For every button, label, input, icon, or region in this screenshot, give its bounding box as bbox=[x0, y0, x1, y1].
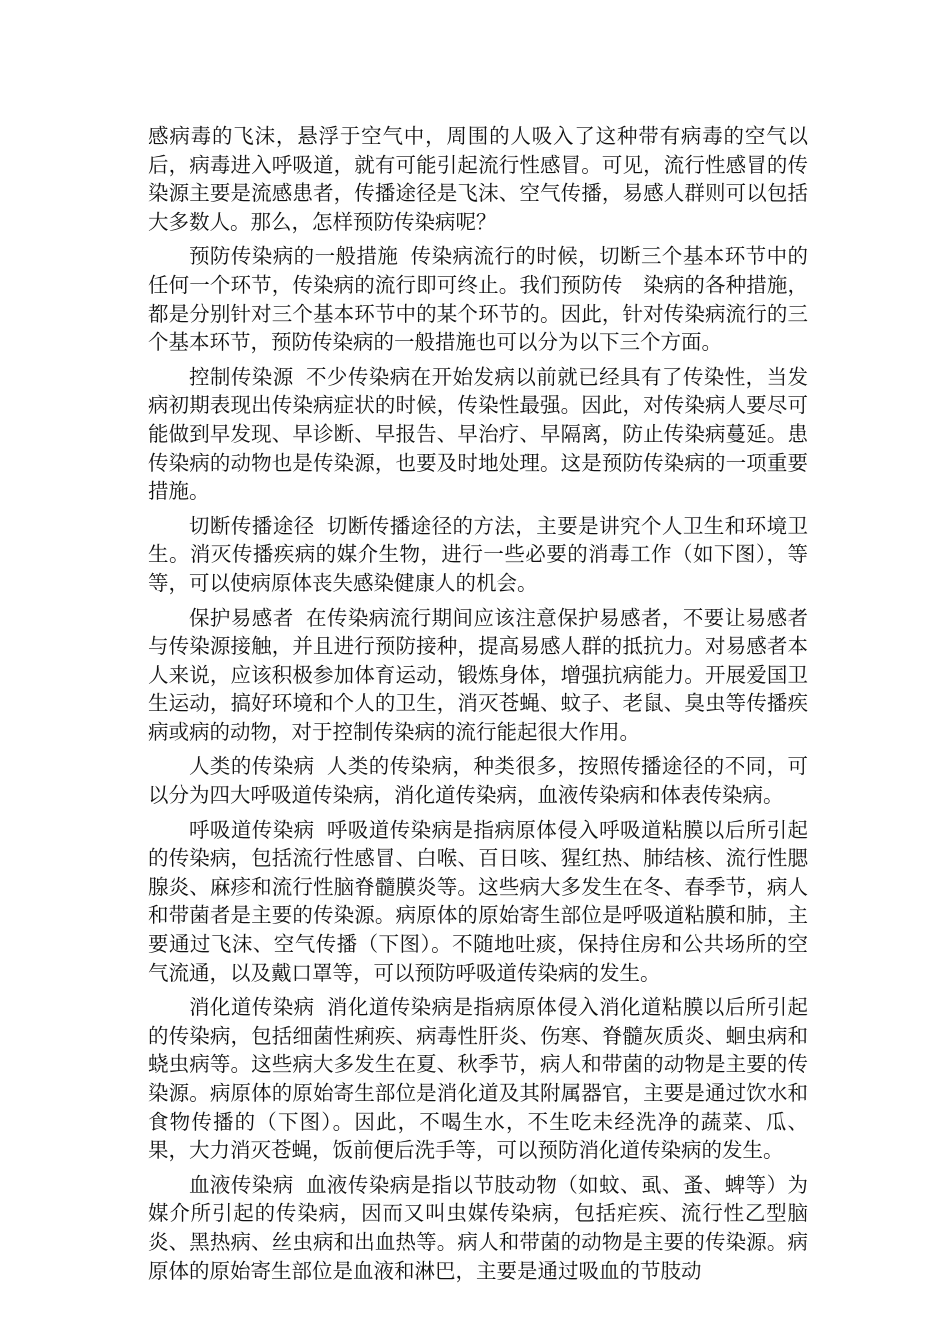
paragraph-control-source bbox=[148, 363, 808, 506]
paragraph-text: 切断传播途径的方法，主要是讲究个人卫生和环境卫生。消灭传播疾病的媒介生物，进行一些必要的消毒工作（如下图），等等，可以使病原体丧失感染健康人的机会。 bbox=[148, 513, 809, 595]
paragraph-text: 人类的传染病，种类很多，按照传播途径的不同，可以分为四大呼吸道传染病，消化道传染病，血液传染病和体表传染病。 bbox=[148, 754, 809, 808]
paragraph-text: 血液传染病是指以节肢动物（如蚊、虱、蚤、蜱等）为媒介所引起的传染病，因而又叫虫媒传染病，包括疟疾、流行性乙型脑炎、黑热病、丝虫病和出血热等。病人和带菌的动物是主要的传染源。病原体的原始寄生部位是血液和淋巴，主要是通过吸血的节肢动 bbox=[148, 1172, 809, 1283]
paragraph-text: 在传染病流行期间应该注意保护易感者，不要让易感者与传染源接触，并且进行预防接种，提高易感人群的抵抗力。对易感者本人来说，应该积极参加体育运动，锻炼身体，增强抗病能力。开展爱国卫生运动，搞好环境和个人的卫生，消灭苍蝇、蚊子、老鼠、臭虫等传播疾病或病的动物，对于控制传染病的流行能起很大作用。 bbox=[148, 605, 809, 744]
paragraph-general-measures bbox=[148, 242, 808, 356]
section-heading: 保护易感者 bbox=[189, 605, 294, 630]
paragraph-protect-susceptible bbox=[148, 604, 808, 747]
section-heading: 消化道传染病 bbox=[189, 995, 315, 1020]
paragraph-respiratory bbox=[148, 816, 808, 988]
paragraph-digestive bbox=[148, 993, 808, 1165]
paragraph-text: 消化道传染病是指病原体侵入消化道粘膜以后所引起的传染病，包括细菌性痢疾、病毒性肝炎、伤寒、脊髓灰质炎、蛔虫病和蛲虫病等。这些病大多发生在夏、秋季节，病人和带菌的动物是主要的传染源。病原体的原始寄生部位是消化道及其附属器官，主要是通过饮水和食物传播的（下图）。因此，不喝生水，不生吃未经洗净的蔬菜、瓜、果，大力消灭苍蝇，饭前便后洗手等，可以预防消化道传染病的发生。 bbox=[148, 995, 809, 1163]
section-heading: 预防传染病的一般措施 bbox=[189, 244, 399, 269]
document-page bbox=[148, 122, 808, 1291]
paragraph-continuation bbox=[148, 122, 808, 236]
paragraph-blood bbox=[148, 1171, 808, 1285]
paragraph-human-diseases bbox=[148, 752, 808, 809]
section-heading: 血液传染病 bbox=[189, 1172, 294, 1197]
section-heading: 控制传染源 bbox=[189, 364, 294, 389]
paragraph-text: 不少传染病在开始发病以前就已经具有了传染性，当发病初期表现出传染病症状的时候，传染性最强。因此，对传染病人要尽可能做到早发现、早诊断、早报告、早治疗、早隔离，防止传染病蔓延。患传染病的动物也是传染源，也要及时地处理。这是预防传染病的一项重要措施。 bbox=[148, 364, 809, 504]
paragraph-text: 呼吸道传染病是指病原体侵入呼吸道粘膜以后所引起的传染病，包括流行性感冒、白喉、百日咳、猩红热、肺结核、流行性腮腺炎、麻疹和流行性脑脊髓膜炎等。这些病大多发生在冬、春季节，病人和带菌者是主要的传染源。病原体的原始寄生部位是呼吸道粘膜和肺，主要通过飞沫、空气传播（下图）。不随地吐痰，保持住房和公共场所的空气流通，以及戴口罩等，可以预防呼吸道传染病的发生。 bbox=[148, 817, 809, 985]
section-heading: 呼吸道传染病 bbox=[189, 817, 315, 842]
paragraph-text: 传染病流行的时候，切断三个基本环节中的任何一个环节，传染病的流行即可终止。我们预防传 染病的各种措施，都是分别针对三个基本环节中的某个环节的。因此，针对传染病流行的三个基本环节，预防传染病的一般措施也可以分为以下三个方面。 bbox=[148, 244, 808, 355]
paragraph-cut-transmission bbox=[148, 512, 808, 598]
paragraph-text: 感病毒的飞沫，悬浮于空气中，周围的人吸入了这种带有病毒的空气以后，病毒进入呼吸道，就有可能引起流行性感冒。可见，流行性感冒的传染源主要是流感患者，传播途径是飞沫、空气传播，易感人群则可以包括大多数人。那么，怎样预防传染病呢？ bbox=[148, 124, 808, 234]
section-heading: 切断传播途径 bbox=[189, 513, 315, 538]
section-heading: 人类的传染病 bbox=[189, 754, 315, 779]
